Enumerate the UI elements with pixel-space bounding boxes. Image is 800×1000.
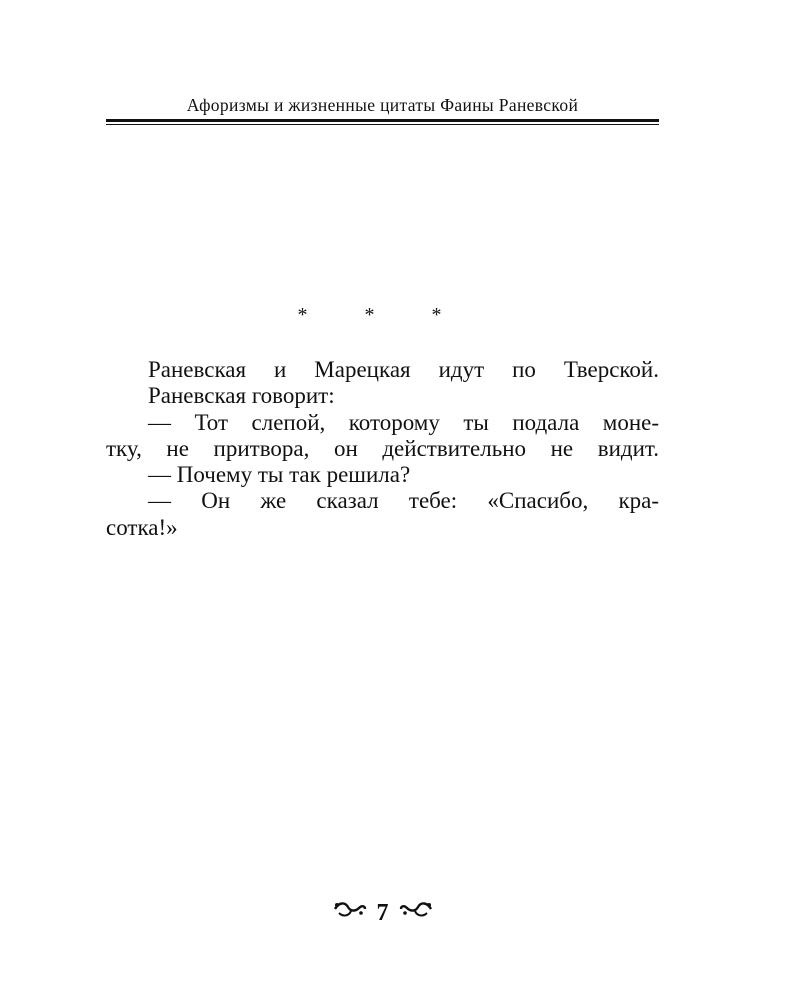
fleuron-right-icon [399, 899, 433, 926]
page-folio [0, 900, 765, 928]
header-rule-thin [106, 124, 659, 125]
body-line: тку, не притвора, он действительно не видит. [106, 435, 659, 461]
body-line: Раневская говорит: [148, 383, 335, 409]
header-rule-thick [106, 119, 659, 122]
running-head [106, 94, 659, 125]
page-number: 7 [376, 900, 389, 926]
body-text [106, 357, 659, 541]
body-line: — Тот слепой, которому ты подала моне- [148, 409, 659, 435]
fleuron-left-icon [333, 899, 367, 926]
running-head-title: Афоризмы и жизненные цитаты Фаины Раневской [186, 95, 579, 115]
section-separator: * * * [297, 304, 468, 326]
body-line: сотка!» [106, 514, 178, 540]
body-line: Раневская и Марецкая идут по Тверской. [148, 357, 659, 382]
body-line: — Почему ты так решила? [148, 462, 411, 488]
body-line: — Он же сказал тебе: «Спасибо, кра- [148, 488, 659, 514]
